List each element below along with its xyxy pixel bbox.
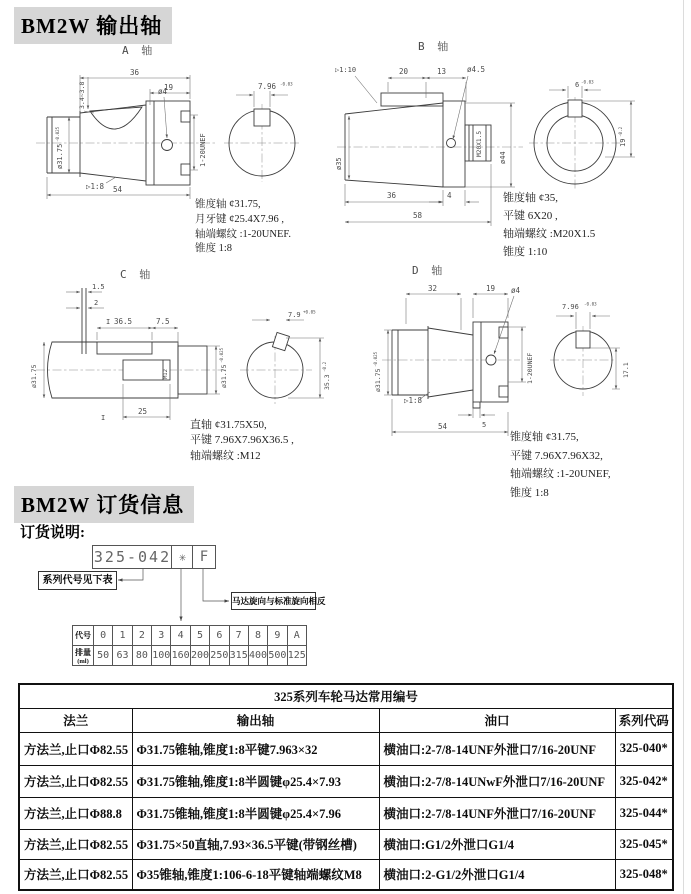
- shaft-c-dimension-text: [30, 283, 331, 422]
- order-suffix-box: F: [192, 545, 216, 569]
- series-table: [18, 683, 674, 891]
- cell-flange: 方法兰,止口Φ82.55: [19, 829, 132, 859]
- order-star-box: ✳: [171, 545, 194, 569]
- cell-series-code: 325-045*: [615, 829, 673, 859]
- shaft-d-notes: [510, 428, 611, 502]
- disp-code: 7: [229, 626, 248, 646]
- displacement-table: [72, 625, 307, 666]
- cell-flange: 方法兰,止口Φ82.55: [19, 765, 132, 797]
- cell-shaft: Φ31.75锥轴,锥度1:8半圆键φ25.4×7.93: [132, 765, 379, 797]
- dim-c-thread: M12: [163, 369, 169, 379]
- dim-d-19: 19: [486, 284, 496, 293]
- shaft-c-label: C 轴: [120, 268, 154, 281]
- dim-a-taper-range: 3.4~3.8: [78, 81, 86, 109]
- disp-code-row: [73, 626, 307, 646]
- dim-c-keyw: 7.9: [288, 311, 301, 319]
- shaft-d-dimension-lines: [384, 294, 620, 436]
- note-line: 锥度轴 ¢31.75,: [195, 199, 261, 210]
- dim-c-dia-r: ø31.75: [220, 364, 228, 388]
- dim-a-36: 36: [130, 68, 140, 77]
- cell-flange: 方法兰,止口Φ82.55: [19, 732, 132, 765]
- note-line: 轴端螺纹 :1-20UNEF.: [195, 228, 291, 240]
- dim-d-hole: ø4: [511, 286, 521, 295]
- disp-code: 3: [152, 626, 171, 646]
- section-mark-top: I: [106, 318, 111, 326]
- dim-a-keyw: 7.96: [258, 82, 277, 91]
- shaft-c-drawing: [28, 268, 338, 428]
- dim-c-dia-r-tol: -0.025: [219, 347, 224, 363]
- shaft-a-notes: [195, 198, 291, 257]
- ordering-note: 订货说明:: [20, 525, 85, 541]
- cell-shaft: Φ31.75锥轴,锥度1:8半圆键φ25.4×7.96: [132, 797, 379, 829]
- dim-b-hole: ø4.5: [467, 65, 486, 74]
- dim-c-keydepth: 35.3: [323, 374, 331, 390]
- disp-code: 5: [190, 626, 209, 646]
- table-row: [19, 797, 673, 829]
- dim-a-dia-tol: -0.025: [55, 126, 60, 142]
- dim-b-13: 13: [437, 67, 447, 76]
- cell-shaft: Φ31.75锥轴,锥度1:8平键7.963×32: [132, 732, 379, 765]
- shaft-c-notes: [190, 418, 294, 464]
- table-row: [19, 829, 673, 859]
- dim-a-keyw-tol: -0.03: [280, 81, 293, 87]
- dim-a-hole: ø4: [158, 87, 168, 96]
- disp-code: A: [287, 626, 306, 646]
- dim-b-keyh: 19: [619, 138, 627, 147]
- note-line: 轴端螺纹 :1-20UNEF,: [510, 468, 611, 480]
- series-table-title-row: [19, 684, 673, 708]
- rotation-label: 马达旋向与标准旋向相反: [231, 592, 316, 610]
- dim-c-dia-l: ø31.75: [30, 364, 38, 388]
- disp-code: 1: [113, 626, 132, 646]
- disp-code-head: 代号: [73, 626, 94, 646]
- disp-head-text: 排量: [75, 647, 91, 657]
- dim-d-32: 32: [428, 284, 438, 293]
- shaft-d-outline: [392, 322, 612, 408]
- note-line: 平键 6X20 ,: [503, 210, 558, 222]
- disp-value: 63: [113, 646, 132, 666]
- note-line: 锥度 1:8: [195, 243, 233, 255]
- dim-b-20: 20: [399, 67, 409, 76]
- disp-value: 100: [152, 646, 171, 666]
- series-table-title: 325系列车轮马达常用编号: [19, 684, 673, 708]
- dim-d-keyw-tol: -0.03: [584, 301, 597, 307]
- dim-c-pin2: 2: [94, 299, 99, 307]
- dim-a-19: 19: [164, 83, 174, 92]
- note-line: 月牙键 ¢25.4X7.96 ,: [195, 213, 284, 225]
- dim-d-keyw: 7.96: [562, 303, 579, 311]
- dim-d-total: 54: [438, 422, 448, 431]
- dim-a-thread: 1-20UNEF: [199, 133, 207, 167]
- table-row: [19, 859, 673, 890]
- series-table-header-row: [19, 708, 673, 732]
- cell-flange: 方法兰,止口Φ82.55: [19, 859, 132, 890]
- note-line: 锥度 1:8: [510, 486, 549, 499]
- disp-value-head: [73, 646, 94, 666]
- disp-code: 0: [94, 626, 113, 646]
- dim-b-keyw-tol: -0.03: [581, 79, 594, 85]
- dim-d-dia-tol: -0.025: [373, 351, 378, 367]
- dim-d-taper: ▷1:8: [404, 396, 423, 405]
- shaft-b-label: B 轴: [418, 40, 452, 53]
- note-line: 轴端螺纹 :M12: [190, 449, 261, 462]
- cell-shaft: Φ31.75×50直轴,7.93×36.5平键(带钢丝槽): [132, 829, 379, 859]
- disp-value: 125: [287, 646, 306, 666]
- cell-oil-port: 横油口:2-7/8-14UNwF外泄口7/16-20UNF: [379, 765, 615, 797]
- shaft-d-dimension-text: [373, 284, 630, 431]
- disp-value: 500: [268, 646, 287, 666]
- cell-oil-port: 横油口:G1/2外泄口G1/4: [379, 829, 615, 859]
- shaft-c-centerlines: [36, 336, 312, 404]
- dim-b-36: 36: [387, 191, 397, 200]
- shaft-a-drawing: [18, 55, 328, 205]
- dim-c-keyw-tol: +0.05: [303, 309, 316, 315]
- dim-b-keyw: 6: [575, 81, 580, 89]
- shaft-b-notes: [503, 189, 595, 261]
- order-code-box: 325-042: [92, 545, 173, 569]
- dim-c-36-5: 36.5: [114, 317, 133, 326]
- disp-value: 315: [229, 646, 248, 666]
- disp-unit-text: (ml): [77, 657, 89, 665]
- disp-code: 6: [210, 626, 229, 646]
- disp-code: 4: [171, 626, 190, 646]
- dim-b-keyh-tol: -0.2: [618, 126, 623, 137]
- disp-value-row: [73, 646, 307, 666]
- dim-c-pin1: 1.5: [92, 283, 105, 291]
- disp-value: 50: [94, 646, 113, 666]
- cell-series-code: 325-040*: [615, 732, 673, 765]
- dim-c-25: 25: [138, 407, 148, 416]
- dim-d-dia: ø31.75: [374, 368, 382, 392]
- disp-value: 250: [210, 646, 229, 666]
- disp-code: 2: [132, 626, 151, 646]
- shaft-a-label: A 轴: [122, 44, 156, 57]
- cell-series-code: 325-044*: [615, 797, 673, 829]
- dim-b-taper: ▷1:10: [335, 66, 357, 74]
- disp-value: 200: [190, 646, 209, 666]
- note-line: 平键 7.96X7.96X32,: [510, 449, 603, 462]
- cell-oil-port: 横油口:2-G1/2外泄口G1/4: [379, 859, 615, 890]
- table-row: [19, 732, 673, 765]
- col-header-oil-port: 油口: [379, 708, 615, 732]
- series-code-label: 系列代号见下表: [38, 571, 117, 590]
- dim-c-7-5: 7.5: [156, 317, 170, 326]
- dim-d-keydepth: 17.1: [622, 362, 630, 378]
- note-line: 轴端螺纹 :M20X1.5: [503, 228, 596, 240]
- cell-oil-port: 横油口:2-7/8-14UNF外泄口7/16-20UNF: [379, 732, 615, 765]
- col-header-output-shaft: 输出轴: [132, 708, 379, 732]
- dim-b-thread: M20X1.5: [476, 130, 483, 157]
- dim-a-dia: ø31.75: [56, 143, 64, 169]
- dim-c-keydepth-tol: -0.2: [322, 361, 327, 372]
- table-row: [19, 765, 673, 797]
- shaft-d-drawing: [358, 272, 691, 442]
- note-line: 直轴 ¢31.75X50,: [190, 419, 267, 431]
- dim-d-5: 5: [482, 421, 487, 429]
- disp-value: 80: [132, 646, 151, 666]
- cell-shaft: Φ35锥轴,锥度1:106-6-18平键轴端螺纹M8: [132, 859, 379, 890]
- disp-code: 9: [268, 626, 287, 646]
- cell-oil-port: 横油口:2-7/8-14UNF外泄口7/16-20UNF: [379, 797, 615, 829]
- col-header-series-code: 系列代码: [615, 708, 673, 732]
- page-edge-line: [683, 0, 684, 894]
- shaft-c-outline: [48, 288, 304, 398]
- section-title-output-shaft: BM2W 输出轴: [14, 7, 172, 44]
- disp-code: 8: [248, 626, 267, 646]
- dim-a-total: 54: [113, 185, 123, 194]
- note-line: 锥度轴 ¢31.75,: [510, 431, 579, 443]
- note-line: 锥度 1:10: [503, 246, 548, 258]
- shaft-a-dimension-text: [55, 68, 293, 194]
- shaft-d-label: D 轴: [412, 264, 446, 277]
- cell-series-code: 325-048*: [615, 859, 673, 890]
- dim-b-58: 58: [413, 211, 423, 220]
- dim-b-flange-dia: ø44: [499, 151, 507, 164]
- dim-a-taper: ▷1:8: [86, 182, 105, 191]
- col-header-flange: 法兰: [19, 708, 132, 732]
- dim-b-4: 4: [447, 191, 452, 200]
- disp-value: 160: [171, 646, 190, 666]
- cell-flange: 方法兰,止口Φ88.8: [19, 797, 132, 829]
- dim-b-dia: ø35: [335, 157, 343, 170]
- disp-value: 400: [248, 646, 267, 666]
- note-line: 锥度轴 ¢35,: [503, 192, 558, 204]
- cell-series-code: 325-042*: [615, 765, 673, 797]
- dim-d-thread: 1-20UNEF: [526, 352, 534, 384]
- note-line: 平键 7.96X7.96X36.5 ,: [190, 434, 294, 447]
- section-title-ordering: BM2W 订货信息: [14, 486, 194, 523]
- section-mark-bottom: I: [101, 414, 106, 422]
